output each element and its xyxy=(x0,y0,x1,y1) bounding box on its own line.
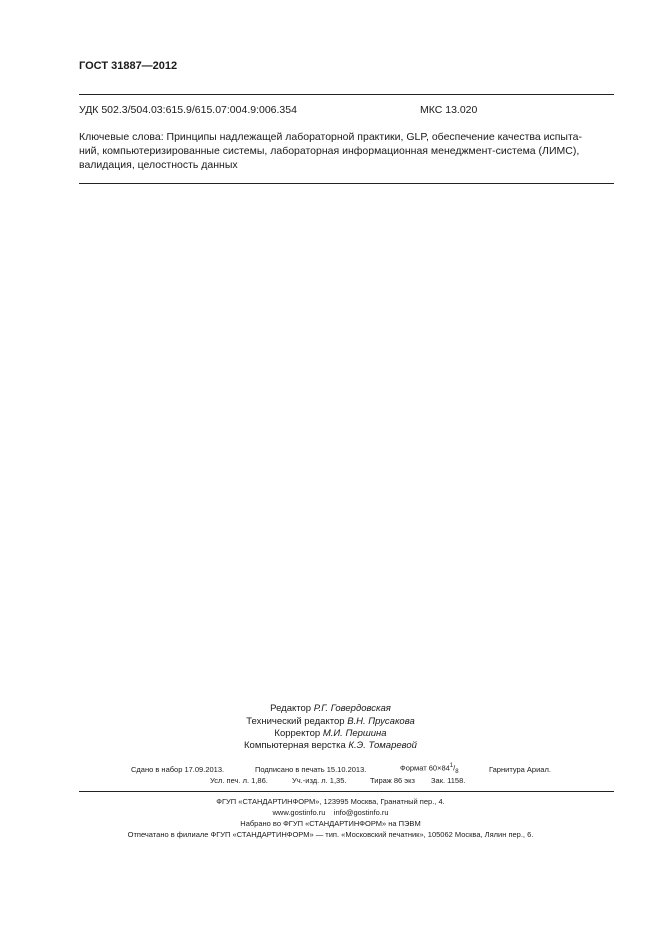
print-sheets: Усл. печ. л. 1,86. xyxy=(210,776,268,785)
keywords-line: валидация, целостность данных xyxy=(79,159,238,171)
layout-line: Компьютерная верстка К.Э. Томаревой xyxy=(244,740,417,751)
format-info: Формат $60\times 84^1/_8$ xyxy=(400,763,459,775)
order-number: Зак. 1158. xyxy=(431,776,466,785)
publisher-website: www.gostinfo.ru xyxy=(272,808,326,817)
layout-name: К.Э. Томаревой xyxy=(348,740,417,751)
proofreader-name: М.И. Першина xyxy=(322,728,387,739)
top-divider xyxy=(79,94,614,95)
tech-editor-name: В.Н. Прусакова xyxy=(347,716,415,727)
document-code: ГОСТ 31887—2012 xyxy=(79,60,178,72)
pub-sheets: Уч.-изд. л. 1,35. xyxy=(292,776,347,785)
circulation: Тираж 86 экз xyxy=(370,776,415,785)
editor-line: Редактор Р.Г. Говердовская xyxy=(270,703,391,714)
udk-code: УДК 502.3/504.03:615.9/615.07:004.9:006.354 xyxy=(79,104,297,116)
publisher-contacts xyxy=(0,808,661,817)
keywords-line: Ключевые слова: Принципы надлежащей лабораторной практики, GLP, обеспечение качества испыта- xyxy=(79,131,582,143)
tech-editor-line: Технический редактор В.Н. Прусакова xyxy=(246,716,415,727)
typeset-info: Набрано во ФГУП «СТАНДАРТИНФОРМ» на ПЭВМ xyxy=(240,819,421,828)
mks-code: МКС 13.020 xyxy=(420,104,478,116)
imprint-divider xyxy=(79,791,614,792)
typeface-info: Гарнитура Ариал. xyxy=(489,765,551,774)
printed-info: Отпечатано в филиале ФГУП «СТАНДАРТИНФОРМ» — тип. «Московский печатник», 105062 Москва, Лялин пер., 6. xyxy=(127,830,534,839)
keywords-line: ний, компьютеризированные системы, лабораторная информационная менеджмент-система (ЛИМС), xyxy=(79,145,580,157)
submitted-date: Сдано в набор 17.09.2013. xyxy=(131,765,225,774)
proofreader-line: Корректор М.И. Першина xyxy=(274,728,387,739)
keywords-block xyxy=(79,130,614,172)
editor-name: Р.Г. Говердовская xyxy=(313,703,391,714)
signed-date: Подписано в печать 15.10.2013. xyxy=(255,765,367,774)
publisher-address: ФГУП «СТАНДАРТИНФОРМ», 123995 Москва, Гранатный пер., 4. xyxy=(216,797,445,806)
publisher-email: info@gostinfo.ru xyxy=(333,808,389,817)
keywords-divider xyxy=(79,183,614,184)
